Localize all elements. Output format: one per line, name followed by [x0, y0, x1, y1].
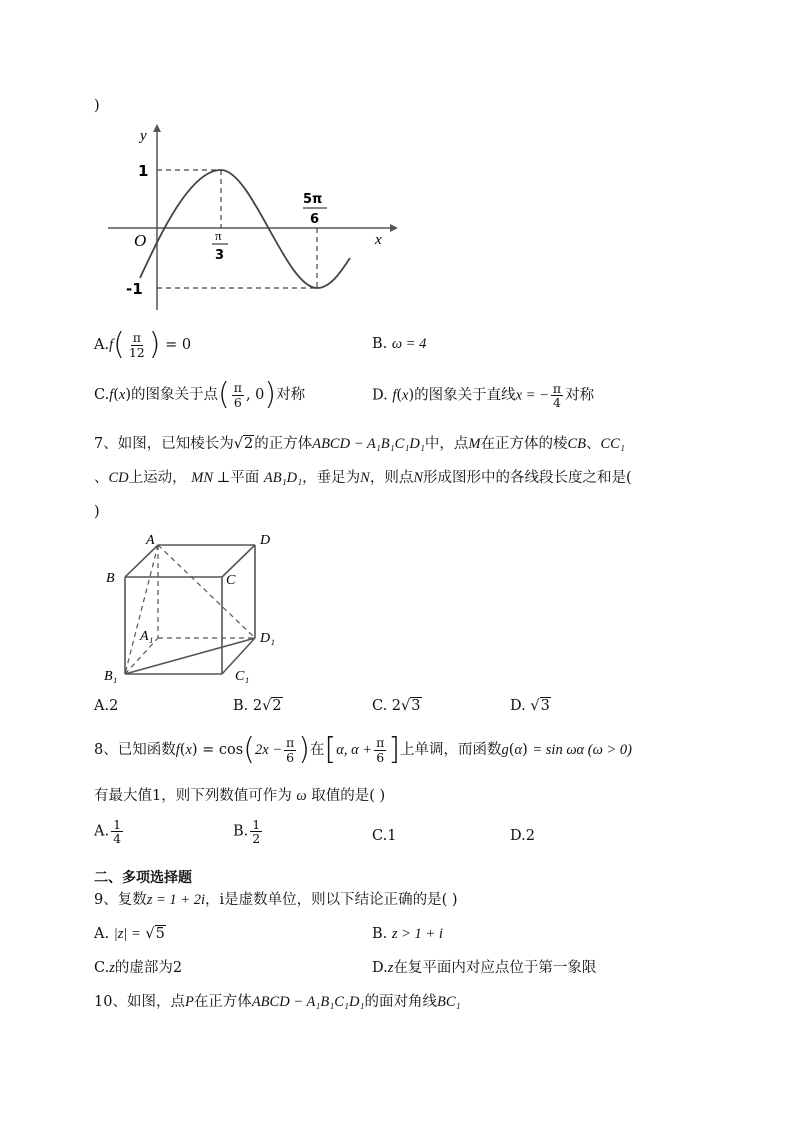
q8-option-a[interactable]: A. $\frac{1}{4}$ — [94, 817, 122, 847]
origin-label: O — [134, 231, 147, 250]
vertex-c1: C₁ — [235, 669, 250, 684]
q10-stem: 10、如图，点P在正方体ABCD − A₁B₁C₁D₁的面对角线BC₁ — [94, 994, 461, 1010]
tick-pi3-num: π — [215, 228, 222, 243]
vertex-a1: A₁ — [140, 629, 154, 644]
q7-line-2: 、CD上运动， MN ⊥平面 AB₁D₁，垂足为N，则点N形成图形中的各线段长度之和是( — [94, 470, 632, 486]
vertex-b: B — [106, 571, 115, 586]
section-heading-multiple-choice: 二、多项选择题 — [94, 870, 192, 886]
q7-option-d[interactable]: D. √3 — [510, 698, 550, 714]
vertex-b1: B₁ — [104, 669, 118, 684]
continuation-paren: ) — [94, 98, 100, 114]
q9-option-c[interactable]: C.z的虚部为2 — [94, 960, 183, 976]
q8-option-b[interactable]: B. $\frac{1}{2}$ — [233, 817, 261, 847]
sine-curve — [140, 170, 350, 288]
q8-option-d[interactable]: D.2 — [510, 828, 535, 844]
tick-5pi6-den: 6 — [310, 212, 320, 227]
vertex-a: A — [146, 533, 155, 548]
q6-option-d[interactable]: D. f(x)的图象关于直线x = − $\frac{\pi}{4}$ 对称 — [372, 381, 595, 411]
q8-option-c[interactable]: C.1 — [372, 828, 397, 844]
q8-line-1: 8、已知函数f(x) = cos(2x − $\frac{\pi}{6}$ )在[α, α + $\frac{\pi}{6}$ ]上单调，而函数g(α) = sin ωα (ω > 0) — [94, 732, 632, 767]
vertex-c: C — [226, 573, 236, 588]
q6-option-a[interactable]: A.f( $\frac{\pi}{12}$ ) = 0 — [94, 327, 192, 362]
sine-graph-figure — [100, 120, 400, 320]
q9-stem: 9、复数z = 1 + 2i，i是虚数单位，则以下结论正确的是( ) — [94, 892, 458, 908]
q6-option-c[interactable]: C.f(x)的图象关于点( $\frac{\pi}{6}$ , 0)对称 — [94, 377, 306, 412]
tick-pi3-den: 3 — [215, 248, 225, 263]
vertex-d1: D₁ — [260, 631, 275, 646]
q9-option-a[interactable]: A. |z| = √5 — [94, 926, 165, 942]
q9-option-b[interactable]: B. z > 1 + i — [372, 926, 443, 942]
cube-figure — [100, 528, 290, 688]
q7-line-3: ) — [94, 504, 100, 520]
y-axis-arrow — [153, 124, 161, 132]
y-axis-label: y — [140, 128, 147, 144]
x-axis-label: x — [375, 232, 382, 248]
tick-label-neg-one: -1 — [126, 280, 143, 298]
q7-option-b[interactable]: B. 2√2 — [233, 698, 282, 714]
x-axis-arrow — [390, 224, 398, 232]
q6-option-b[interactable]: B. ω = 4 — [372, 336, 427, 352]
q8-line-2: 有最大值1，则下列数值可作为 ω 取值的是( ) — [94, 788, 386, 804]
q7-option-c[interactable]: C. 2√3 — [372, 698, 421, 714]
tick-5pi6-num: 5π — [303, 192, 323, 207]
q7-line-1: 7、如图，已知棱长为√2的正方体ABCD − A₁B₁C₁D₁中，点M在正方体的棱CB、CC₁ — [94, 436, 625, 452]
vertex-d: D — [260, 533, 271, 548]
q7-option-a[interactable]: A.2 — [94, 698, 119, 714]
tick-label-one: 1 — [138, 162, 149, 180]
q9-option-d[interactable]: D.z在复平面内对应点位于第一象限 — [372, 960, 597, 976]
